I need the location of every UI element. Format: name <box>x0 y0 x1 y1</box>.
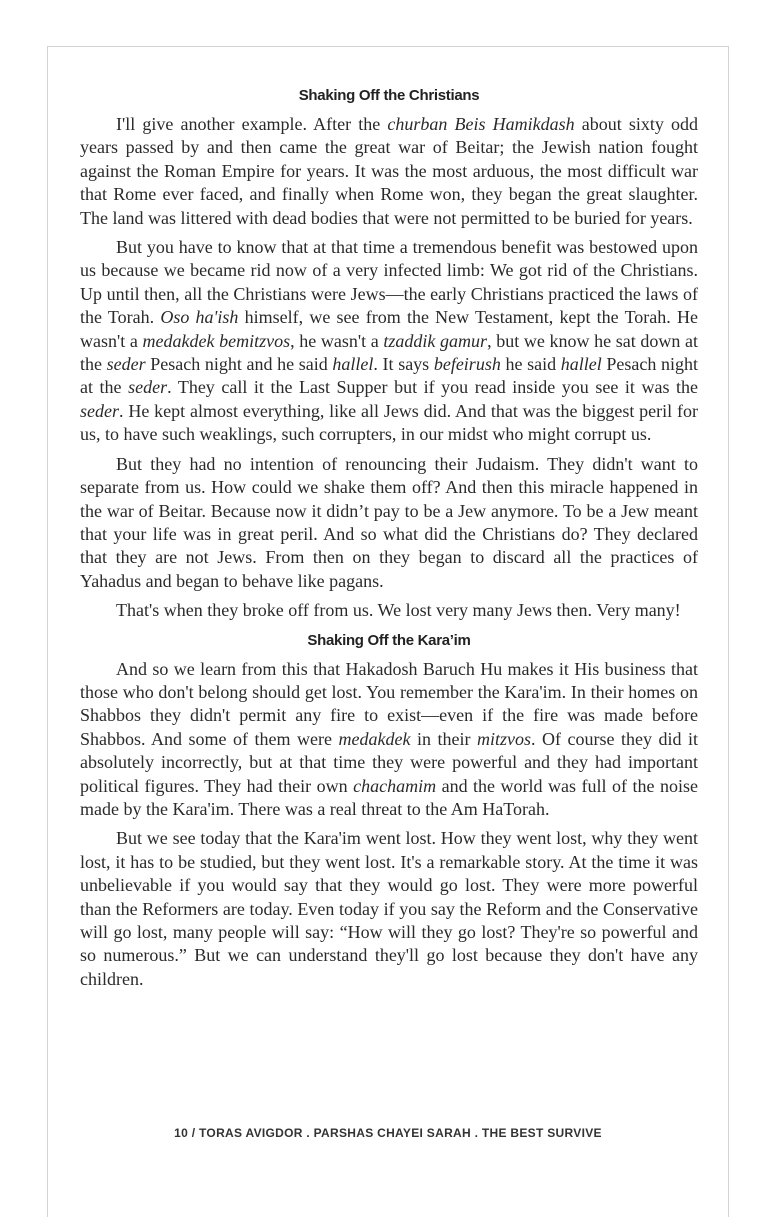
paragraph <box>80 827 698 991</box>
text-run: he said <box>500 354 561 375</box>
document-body <box>80 84 698 997</box>
text-run: about sixty odd years passed by and then came the great war of Beitar; the Jewish nation fought against the Roman Empire for years. It was the most arduous, the most difficult war that Rome ever faced, and finally when Rome won, they began the great slaughter. The land was littered with dead bodies that were not permitted to be buried for years. <box>80 114 698 228</box>
text-run: That's when they broke off from us. We lost very many Jews then. Very many! <box>116 600 681 621</box>
section-heading: Shaking Off the Kara’im <box>307 631 471 649</box>
text-run: But you have to know that at that time a tremendous benefit was bestowed upon us because we became rid now of a very infected limb: We got rid of the Christians. Up until then, all the Christians were Jews—the early Christians practiced the laws of the Torah. <box>80 237 698 328</box>
paragraph <box>80 658 698 822</box>
page-footer: 10 / TORAS AVIGDOR . PARSHAS CHAYEI SARAH . THE BEST SURVIVE <box>174 1126 602 1140</box>
paragraph <box>80 453 698 593</box>
text-run: I'll give another example. After the <box>116 114 388 134</box>
text-run: in their <box>410 728 477 749</box>
text-run: But they had no intention of renouncing their Judaism. They didn't want to separate from us. How could we shake them off? And then this miracle happened in the war of Beitar. Because now it didn’t pay to be a Jew anymore. To be a Jew meant that your life was in great peril. And so what did the Christians do? They declared that they are not Jews. From then on they began to discard all the practices of Yahadus and began to behave like pagans. <box>80 453 698 591</box>
text-run: But we see today that the Kara'im went lost. How they went lost, why they went lost, it has to be studied, but they went lost. It's a remarkable story. At the time it was unbelievable if you would say that they would go lost. They were more powerful than the Reformers are today. Even today if you say the Reform and the Conservative will go lost, many people will say: “How will they go lost? They're so powerful and so numerous.” But we can understand they'll go lost because they don't have any children. <box>80 828 698 989</box>
paragraph <box>80 236 698 447</box>
text-run: Pesach night at the <box>80 354 698 398</box>
text-run: , he wasn't a <box>290 330 384 351</box>
text-run: And so we learn from this that Hakadosh Baruch Hu makes it His business that those who don't belong should get lost. You remember the Kara'im. In their homes on Shabbos they didn't permit any fire to exist—even if the fire was made before Shabbos. And some of them were <box>80 658 698 749</box>
paragraph <box>80 113 698 230</box>
text-run: Pesach night and he said <box>145 354 333 375</box>
italic-term: hallel <box>560 354 602 375</box>
text-run: . They call it the Last Supper but if you read inside you see it was the <box>167 377 698 398</box>
italic-term: churban Beis Hamikdash <box>387 114 575 134</box>
text-run: . It says <box>373 354 434 375</box>
text-run: . He kept almost everything, like all Jews did. And that was the biggest peril for us, to have such weaklings, such corrupters, in our midst who might corrupt us. <box>80 400 698 445</box>
italic-term: chachamim <box>353 775 437 796</box>
text-run: and the world was full of the noise made by the Kara'im. There was a real threat to the Am HaTorah. <box>80 775 698 819</box>
italic-term: medakdek bemitzvos <box>142 330 291 351</box>
italic-term: tzaddik gamur <box>383 330 488 351</box>
text-run: , but we know he sat down at the <box>80 330 699 375</box>
italic-term: befeirush <box>433 354 501 375</box>
italic-term: medakdek <box>338 728 411 749</box>
italic-term: seder <box>80 400 119 421</box>
section-heading: Shaking Off the Christians <box>298 87 480 104</box>
italic-term: mitzvos <box>477 728 531 749</box>
paragraph <box>80 599 698 622</box>
italic-term: hallel <box>332 354 374 375</box>
italic-term: Oso ha'ish <box>160 307 239 328</box>
text-run: . Of course they did it absolutely incorrectly, but at that time they were powerful and they had important political figures. They had their own <box>80 728 698 796</box>
text-run: himself, we see from the New Testament, kept the Torah. He wasn't a <box>80 307 698 351</box>
italic-term: seder <box>128 377 168 398</box>
italic-term: seder <box>106 354 146 375</box>
